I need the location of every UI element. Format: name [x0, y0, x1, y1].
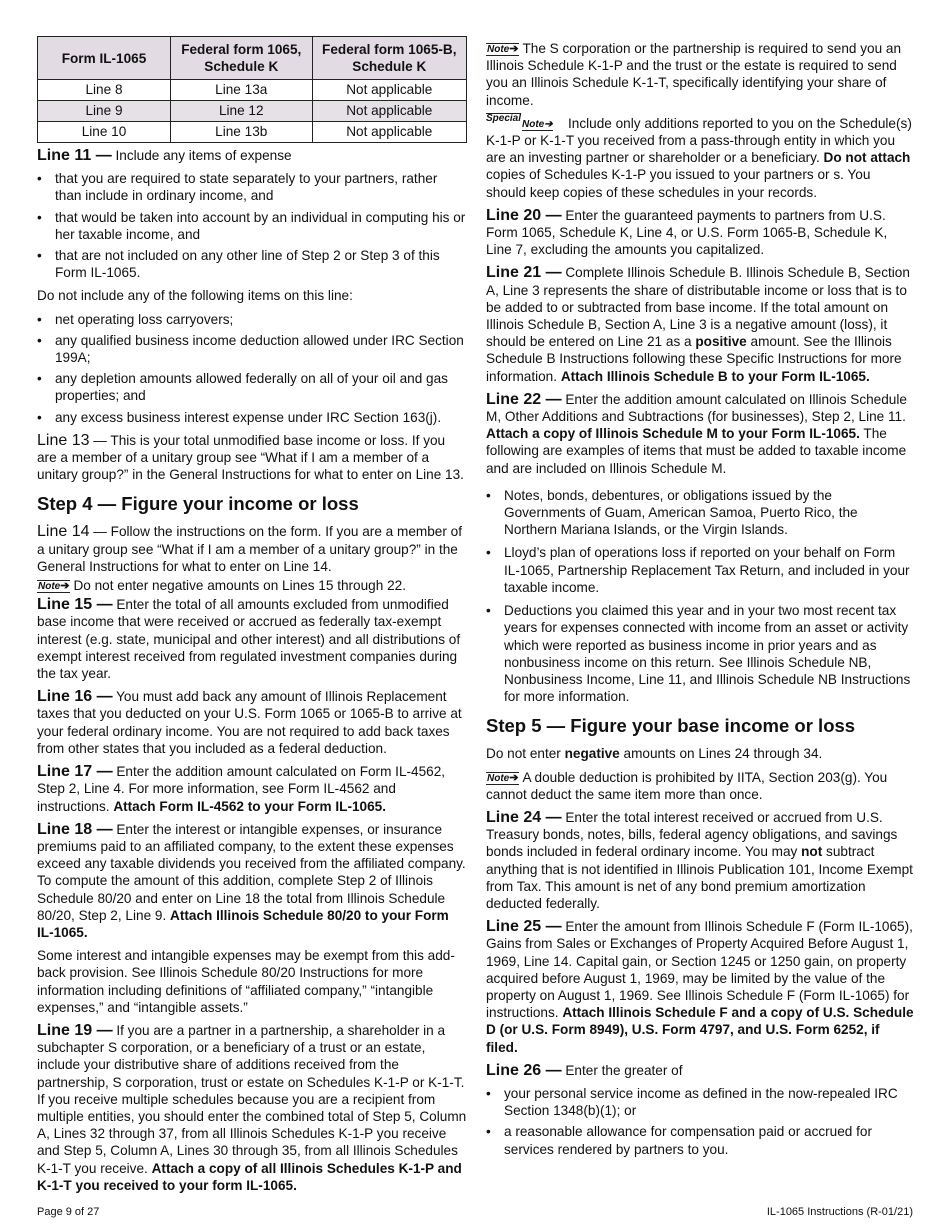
list-item: • Notes, bonds, debentures, or obligations issued by the Governments of Guam, American Samoa, Puerto Rico, the Northern Mariana Islands, or the Virgin Islands. [486, 487, 914, 539]
line24-text1: Enter the total interest received or accrued from U.S. Treasury bonds, notes, bills, federal agency obligations, and savings bonds included in federal ordinary income. You may [486, 809, 898, 860]
line18-heading: Line 18 — [37, 820, 113, 838]
line14-heading: Line 14 [37, 523, 90, 541]
line13-text: — This is your total unmodified base income or loss. If you are a member of a unitary group see “What if I am a member of a unitary group?” in the General Instructions for what to enter on Line 13. [37, 432, 464, 483]
line17-text: Enter the addition amount calculated on Form IL-4562, Step 2, Line 4. For more information, see Form IL-4562 and instructions. [37, 764, 446, 814]
list-item: • your personal service income as defined in the now-repealed IRC Section 1348(b)(1); or [486, 1085, 914, 1119]
special-label: Special [486, 112, 522, 124]
line19-paragraph [37, 1022, 467, 1194]
line17-paragraph [37, 763, 467, 815]
special-note-icon [486, 112, 566, 131]
table-row [38, 122, 467, 143]
table-cell: Line 10 [38, 122, 171, 143]
line22-text1: Enter the addition amount calculated on Illinois Schedule M, Other Additions and Subtractions (for businesses), Step 2, Line 11. [486, 391, 907, 425]
line24-text2: subtract anything that is not identified in Illinois Publication 101, Income Exempt from Tax. This amount is net of any bond premium amortization deducted federally. [486, 844, 913, 911]
line21-text2: amount. See the Illinois Schedule B Instructions following these Specific Instructions for more information. [486, 334, 902, 384]
line24-bold: not [801, 844, 823, 860]
table-cell: Line 13b [170, 122, 312, 143]
note-step5 [486, 769, 914, 803]
list-item: • Deductions you claimed this year and in your two most recent tax years for expenses connected with income from an asset or activity which were reported as business income in prior years and as nonbusiness income on this return. See Illinois Schedule NB, Nonbusiness Income, Line 11, and Illinois Schedule NB Instructions for more information. [486, 602, 914, 705]
line21-heading: Line 21 — [486, 264, 562, 282]
table-cell: Not applicable [312, 122, 466, 143]
table-row [38, 80, 467, 101]
line13-heading: Line 13 [37, 431, 90, 449]
step5-heading: Step 5 — Figure your base income or loss [486, 715, 856, 737]
table-cell: Line 9 [38, 101, 171, 122]
line14-text: — Follow the instructions on the form. If you are a member of a unitary group see “What if I am a member of a unitary group?” in the General Instructions for what to enter on Line 14. [37, 524, 462, 574]
line16-heading: Line 16 — [37, 688, 113, 706]
line22-bold: Attach a copy of Illinois Schedule M to your Form IL-1065. [486, 426, 860, 442]
line26-paragraph [486, 1062, 914, 1079]
step5-intro-text1: Do not enter [486, 746, 565, 762]
line15-heading: Line 15 — [37, 596, 113, 614]
list-item: • any excess business interest expense under IRC Section 163(j). [37, 409, 467, 426]
line26-text: Enter the greater of [561, 1062, 683, 1078]
note-text: Do not enter negative amounts on Lines 15 through 22. [73, 578, 406, 594]
line25-text: Enter the amount from Illinois Schedule F (Form IL-1065), Gains from Sales or Exchanges of Property Acquired Before August 1, 1969, Line 14. Capital gain, or Section 1245 or 1250 gain, on property acquired before August 1, 1969, may be limited by the value of the property on August 1, 1969. See Illinois Schedule F (Form IL-1065) for instructions. [486, 919, 913, 1021]
note-text: The S corporation or the partnership is required to send you an Illinois Schedule K-1-P and the trust or the estate is required to send you an Illinois Schedule K-1-T, specifically identifying your share of income. [486, 41, 902, 108]
list-item: • Lloyd’s plan of operations loss if reported on your behalf on Form IL-1065, Partnership Replacement Tax Return, and included in your taxable income. [486, 544, 914, 596]
step4-heading: Step 4 — Figure your income or loss [37, 493, 359, 515]
line14-paragraph [37, 523, 467, 575]
special-text1: Include only additions reported to you on the Schedule(s) K-1-P or K-1-T you received from a pass-through entity in which you are an investing partner or shareholder or a beneficiary. [486, 115, 912, 166]
line21-text1: Complete Illinois Schedule B. Illinois Schedule B, Section A, Line 3 represents the share of distributable income or loss that is to be added to or subtracted from base income. If the total amount on Illinois Schedule B, Section A, Line 3 is a negative amount (loss), it should be entered on Line 21 as a [486, 265, 910, 350]
special-bold: Do not attach [823, 150, 911, 166]
form-identifier: IL-1065 Instructions (R-01/21) [766, 1206, 913, 1218]
table-cell: Line 8 [38, 80, 171, 101]
left-column [37, 36, 467, 1200]
line13-paragraph [37, 432, 467, 484]
table-row [38, 101, 467, 122]
step5-intro [486, 745, 914, 762]
line11-bullets [37, 170, 467, 281]
table-cell: Not applicable [312, 80, 466, 101]
line21-bold1: positive [695, 334, 747, 350]
line-reference-table [37, 36, 467, 143]
line25-bold: Attach Illinois Schedule F and a copy of U.S. Schedule D (or U.S. Form 8949), U.S. Form 4797, and U.S. Form 6252, if filed. [486, 1005, 914, 1055]
line17-bold: Attach Form IL-4562 to your Form IL-1065. [113, 798, 386, 814]
line25-paragraph [486, 918, 914, 1056]
line15-text: Enter the total of all amounts excluded from unmodified base income that were received or accrued as federally tax-exempt interest (e.g. state, municipal and other interest) and all distributions of exempt interest received from regulated investment companies during the tax year. [37, 597, 461, 682]
table-header: Federal form 1065-B, Schedule K [312, 37, 466, 80]
line18-paragraph [37, 821, 467, 941]
line11-heading: Line 11 — [37, 147, 112, 164]
table-cell: Line 13a [170, 80, 312, 101]
line22-heading: Line 22 — [486, 390, 562, 408]
line24-heading: Line 24 — [486, 808, 562, 826]
note-label: Note [487, 44, 510, 55]
line11-exclude-intro: Do not include any of the following items on this line: [37, 288, 353, 304]
line22-text2: The following are examples of items that must be added to taxable income and are included on Illinois Schedule M. [486, 426, 907, 476]
line21-bold2: Attach Illinois Schedule B to your Form IL-1065. [560, 368, 870, 384]
line21-paragraph [486, 264, 914, 384]
line11-exclude-bullets [37, 311, 467, 426]
page-number: Page 9 of 27 [37, 1206, 100, 1218]
line15-paragraph [37, 596, 467, 682]
step5-intro-text2: amounts on Lines 24 through 34. [619, 746, 823, 762]
list-item: • that you are required to state separately to your partners, rather than include in ordinary income, and [37, 170, 467, 204]
special-note [486, 112, 914, 201]
line20-paragraph [486, 207, 914, 259]
line19-bold: Attach a copy of all Illinois Schedules K-1-P and K-1-T you received to your form IL-1065. [37, 1160, 462, 1193]
line26-heading: Line 26 — [486, 1061, 562, 1079]
note-line14 [37, 577, 467, 594]
special-note-label: Note➔ [522, 118, 553, 130]
line19-text: If you are a partner in a partnership, a shareholder in a subchapter S corporation, or a beneficiary of a trust or an estate, include your distributive share of additions received from the partnership, S corporation, trust or estate on Schedules K-1-P or K-1-T. If you receive multiple schedules because you are a recipient from multiple entities, you should enter the combined total of Step 5, Column A, Lines 32 through 37, from all Illinois Schedules K-1-P you receive and Step 5, Column A, Lines 30 through 35, from all Illinois Schedules K-1-T you receive. [37, 1022, 467, 1176]
note-sk1 [486, 40, 914, 109]
note-label: Note [487, 772, 510, 784]
list-item: • a reasonable allowance for compensation paid or accrued for services rendered by partners to you. [486, 1123, 914, 1157]
line22-paragraph [486, 391, 914, 477]
line25-heading: Line 25 — [486, 918, 562, 936]
line17-heading: Line 17 — [37, 763, 113, 781]
note-label: Note [522, 118, 545, 130]
note-label: Note [38, 581, 61, 593]
line22-bullets [486, 487, 914, 705]
line18-bold: Attach Illinois Schedule 80/20 to your Form IL-1065. [37, 907, 449, 940]
list-item: • that are not included on any other line of Step 2 or Step 3 of this Form IL-1065. [37, 247, 467, 281]
note-icon: Note➔ [38, 580, 70, 593]
line16-paragraph [37, 688, 467, 757]
step5-intro-bold: negative [564, 746, 620, 762]
table-header: Federal form 1065, Schedule K [170, 37, 312, 80]
right-column [486, 40, 914, 1164]
line24-paragraph [486, 809, 914, 912]
line26-bullets [486, 1085, 914, 1158]
list-item: • that would be taken into account by an individual in computing his or her taxable income, and [37, 209, 467, 243]
table-cell: Not applicable [312, 101, 466, 122]
list-item: • any qualified business income deduction allowed under IRC Section 199A; [37, 332, 467, 366]
line18-para2: Some interest and intangible expenses may be exempt from this add-back provision. See Illinois Schedule 80/20 Instructions for more information including definitions of “affiliated company,” “intangible expenses,” and “intangible assets.” [37, 948, 455, 1015]
note-icon: Note➔ [487, 43, 519, 55]
line16-text: You must add back any amount of Illinois Replacement taxes that you deducted on your U.S. Form 1065 or 1065-B to arrive at your federal ordinary income. You are not required to add back taxes from other states that you included as a federal deduction. [37, 689, 462, 756]
line20-heading: Line 20 — [486, 206, 562, 224]
table-header: Form IL-1065 [38, 37, 171, 80]
note-text: A double deduction is prohibited by IITA, Section 203(g). You cannot deduct the same item more than once. [486, 769, 888, 802]
list-item: • net operating loss carryovers; [37, 311, 467, 328]
table-cell: Line 12 [170, 101, 312, 122]
line11-text: Include any items of expense [111, 148, 292, 163]
note-icon: Note➔ [487, 771, 519, 784]
line18-text: Enter the interest or intangible expenses, or insurance premiums paid to an affiliated company, to the extent these expenses exceed any taxable dividends you received from the affiliated company. To compute the amount of this addition, complete Step 2 of Illinois Schedule 80/20 and enter on Line 18 the total from Illinois Schedule 80/20, Step 2, Line 9. [37, 821, 466, 923]
table-header-row [38, 37, 467, 80]
line20-text: Enter the guaranteed payments to partners from U.S. Form 1065, Schedule K, Line 4, or U.S. Form 1065-B, Schedule K, Line 7, excluding the amounts you capitalized. [486, 207, 888, 258]
line19-heading: Line 19 — [37, 1021, 113, 1039]
special-text2: copies of Schedules K-1-P you issued to your partners or s. You should keep copies of these schedules in your records. [486, 167, 871, 200]
list-item: • any depletion amounts allowed federally on all of your oil and gas properties; and [37, 370, 467, 404]
line11-intro [37, 147, 467, 164]
